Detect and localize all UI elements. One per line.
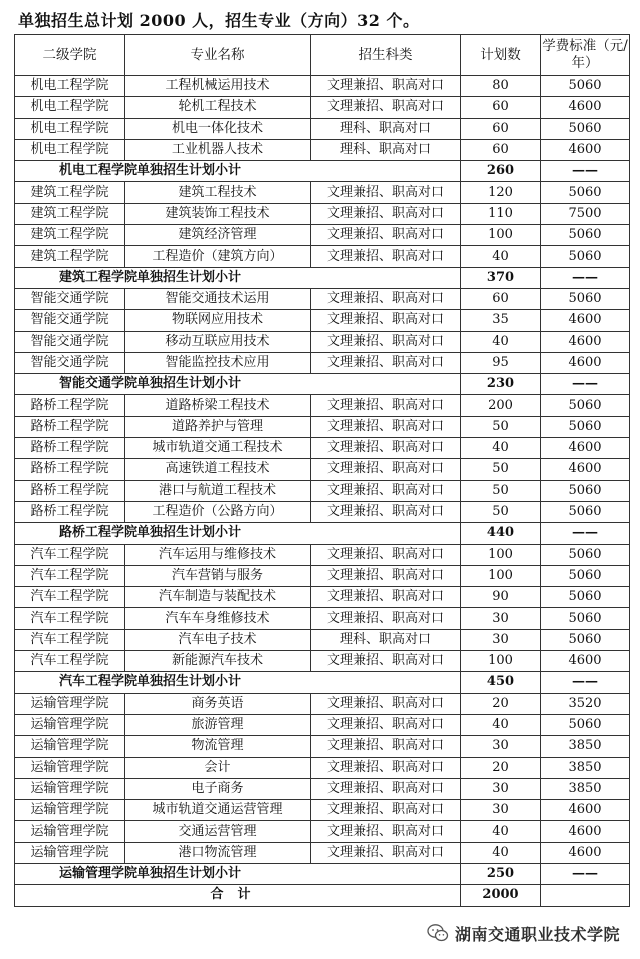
cell-major: 高速铁道工程技术	[125, 459, 311, 480]
cell-college: 运输管理学院	[15, 693, 125, 714]
cell-count: 40	[461, 438, 541, 459]
cell-college: 运输管理学院	[15, 800, 125, 821]
cell-count: 30	[461, 629, 541, 650]
cell-category: 文理兼招、职高对口	[311, 459, 461, 480]
cell-category: 文理兼招、职高对口	[311, 842, 461, 863]
cell-fee: 3850	[541, 757, 630, 778]
cell-count: 50	[461, 416, 541, 437]
cell-count: 60	[461, 97, 541, 118]
table-row	[15, 714, 630, 735]
cell-fee: 5060	[541, 118, 630, 139]
cell-major: 汽车制造与装配技术	[125, 587, 311, 608]
cell-count: 30	[461, 778, 541, 799]
cell-category: 理科、职高对口	[311, 629, 461, 650]
header-count: 计划数	[461, 35, 541, 76]
cell-fee: 3520	[541, 693, 630, 714]
cell-major: 工程造价（公路方向）	[125, 501, 311, 522]
watermark	[427, 920, 620, 946]
cell-fee: 3850	[541, 736, 630, 757]
table-row	[15, 651, 630, 672]
cell-fee: 5060	[541, 608, 630, 629]
cell-major: 建筑装饰工程技术	[125, 203, 311, 224]
subtotal-count: 440	[461, 523, 541, 544]
table-row	[15, 76, 630, 97]
header-college: 二级学院	[15, 35, 125, 76]
cell-major: 旅游管理	[125, 714, 311, 735]
cell-major: 智能监控技术应用	[125, 352, 311, 373]
table-row	[15, 842, 630, 863]
subtotal-label: 汽车工程学院单独招生计划小计	[15, 672, 461, 693]
cell-fee: 7500	[541, 203, 630, 224]
table-row	[15, 544, 630, 565]
cell-college: 路桥工程学院	[15, 480, 125, 501]
cell-college: 运输管理学院	[15, 757, 125, 778]
subtotal-count: 370	[461, 267, 541, 288]
cell-count: 40	[461, 714, 541, 735]
cell-category: 文理兼招、职高对口	[311, 714, 461, 735]
subtotal-label: 建筑工程学院单独招生计划小计	[15, 267, 461, 288]
cell-count: 50	[461, 480, 541, 501]
cell-fee: 4600	[541, 438, 630, 459]
table-row	[15, 352, 630, 373]
subtotal-row	[15, 523, 630, 544]
cell-college: 运输管理学院	[15, 714, 125, 735]
cell-major: 工程造价（建筑方向）	[125, 246, 311, 267]
cell-fee: 5060	[541, 565, 630, 586]
cell-fee: 4600	[541, 331, 630, 352]
subtotal-fee: ——	[541, 863, 630, 884]
cell-category: 文理兼招、职高对口	[311, 288, 461, 309]
cell-college: 机电工程学院	[15, 97, 125, 118]
table-row	[15, 480, 630, 501]
cell-college: 路桥工程学院	[15, 501, 125, 522]
cell-fee: 4600	[541, 139, 630, 160]
subtotal-count: 230	[461, 374, 541, 395]
cell-major: 移动互联应用技术	[125, 331, 311, 352]
cell-count: 30	[461, 800, 541, 821]
cell-college: 机电工程学院	[15, 76, 125, 97]
cell-major: 港口物流管理	[125, 842, 311, 863]
cell-fee: 4600	[541, 459, 630, 480]
cell-category: 文理兼招、职高对口	[311, 608, 461, 629]
subtotal-count: 450	[461, 672, 541, 693]
header-major: 专业名称	[125, 35, 311, 76]
cell-college: 建筑工程学院	[15, 182, 125, 203]
cell-fee: 5060	[541, 501, 630, 522]
cell-fee: 4600	[541, 651, 630, 672]
header-category: 招生科类	[311, 35, 461, 76]
cell-major: 汽车营销与服务	[125, 565, 311, 586]
watermark-text: 湖南交通职业技术学院	[454, 924, 620, 944]
cell-fee: 4600	[541, 842, 630, 863]
subtotal-label: 智能交通学院单独招生计划小计	[15, 374, 461, 395]
cell-major: 交通运营管理	[125, 821, 311, 842]
cell-fee: 4600	[541, 800, 630, 821]
cell-major: 轮机工程技术	[125, 97, 311, 118]
cell-category: 文理兼招、职高对口	[311, 203, 461, 224]
cell-fee: 4600	[541, 352, 630, 373]
cell-category: 文理兼招、职高对口	[311, 331, 461, 352]
cell-category: 文理兼招、职高对口	[311, 757, 461, 778]
cell-category: 文理兼招、职高对口	[311, 225, 461, 246]
cell-count: 60	[461, 139, 541, 160]
subtotal-fee: ——	[541, 267, 630, 288]
cell-category: 文理兼招、职高对口	[311, 800, 461, 821]
cell-major: 电子商务	[125, 778, 311, 799]
cell-count: 40	[461, 246, 541, 267]
table-row	[15, 587, 630, 608]
cell-category: 文理兼招、职高对口	[311, 693, 461, 714]
enrollment-plan-table	[14, 34, 630, 907]
cell-college: 路桥工程学院	[15, 416, 125, 437]
cell-major: 港口与航道工程技术	[125, 480, 311, 501]
subtotal-label: 机电工程学院单独招生计划小计	[15, 161, 461, 182]
subtotal-label: 运输管理学院单独招生计划小计	[15, 863, 461, 884]
table-row	[15, 693, 630, 714]
cell-major: 物联网应用技术	[125, 310, 311, 331]
cell-category: 文理兼招、职高对口	[311, 778, 461, 799]
cell-count: 50	[461, 459, 541, 480]
cell-count: 60	[461, 288, 541, 309]
cell-major: 道路养护与管理	[125, 416, 311, 437]
cell-fee: 5060	[541, 629, 630, 650]
cell-category: 文理兼招、职高对口	[311, 97, 461, 118]
cell-college: 智能交通学院	[15, 352, 125, 373]
header-fee: 学费标准（元/年）	[541, 35, 630, 76]
cell-college: 汽车工程学院	[15, 629, 125, 650]
table-row	[15, 118, 630, 139]
subtotal-count: 250	[461, 863, 541, 884]
cell-fee: 5060	[541, 246, 630, 267]
cell-count: 200	[461, 395, 541, 416]
cell-count: 100	[461, 225, 541, 246]
cell-fee: 5060	[541, 288, 630, 309]
cell-major: 智能交通技术运用	[125, 288, 311, 309]
table-row	[15, 438, 630, 459]
cell-category: 理科、职高对口	[311, 139, 461, 160]
table-row	[15, 608, 630, 629]
cell-fee: 5060	[541, 480, 630, 501]
cell-college: 智能交通学院	[15, 310, 125, 331]
cell-count: 60	[461, 118, 541, 139]
cell-category: 文理兼招、职高对口	[311, 182, 461, 203]
cell-major: 汽车运用与维修技术	[125, 544, 311, 565]
cell-fee: 5060	[541, 714, 630, 735]
total-label: 合计	[15, 885, 461, 906]
cell-major: 机电一体化技术	[125, 118, 311, 139]
cell-major: 汽车电子技术	[125, 629, 311, 650]
cell-major: 城市轨道交通工程技术	[125, 438, 311, 459]
cell-fee: 3850	[541, 778, 630, 799]
cell-fee: 5060	[541, 76, 630, 97]
cell-count: 100	[461, 544, 541, 565]
cell-college: 路桥工程学院	[15, 438, 125, 459]
cell-fee: 5060	[541, 395, 630, 416]
subtotal-label: 路桥工程学院单独招生计划小计	[15, 523, 461, 544]
cell-fee: 5060	[541, 225, 630, 246]
cell-count: 90	[461, 587, 541, 608]
cell-count: 80	[461, 76, 541, 97]
table-row	[15, 310, 630, 331]
table-row	[15, 203, 630, 224]
subtotal-fee: ——	[541, 672, 630, 693]
cell-category: 文理兼招、职高对口	[311, 480, 461, 501]
cell-count: 40	[461, 331, 541, 352]
cell-count: 95	[461, 352, 541, 373]
cell-count: 20	[461, 693, 541, 714]
wechat-icon	[427, 923, 449, 943]
cell-college: 路桥工程学院	[15, 395, 125, 416]
cell-fee: 5060	[541, 544, 630, 565]
total-count: 2000	[461, 885, 541, 906]
cell-major: 物流管理	[125, 736, 311, 757]
table-row	[15, 501, 630, 522]
cell-major: 商务英语	[125, 693, 311, 714]
cell-category: 文理兼招、职高对口	[311, 438, 461, 459]
cell-college: 运输管理学院	[15, 778, 125, 799]
cell-count: 100	[461, 565, 541, 586]
table-row	[15, 225, 630, 246]
table-row	[15, 800, 630, 821]
table-row	[15, 288, 630, 309]
cell-college: 汽车工程学院	[15, 565, 125, 586]
cell-category: 文理兼招、职高对口	[311, 821, 461, 842]
cell-count: 30	[461, 608, 541, 629]
cell-category: 文理兼招、职高对口	[311, 76, 461, 97]
cell-college: 机电工程学院	[15, 118, 125, 139]
cell-count: 35	[461, 310, 541, 331]
cell-count: 20	[461, 757, 541, 778]
cell-college: 汽车工程学院	[15, 544, 125, 565]
cell-college: 智能交通学院	[15, 331, 125, 352]
cell-count: 100	[461, 651, 541, 672]
cell-major: 汽车车身维修技术	[125, 608, 311, 629]
page-title: 单独招生总计划 2000 人，招生专业（方向）32 个。	[18, 11, 420, 30]
table-row	[15, 182, 630, 203]
cell-major: 工程机械运用技术	[125, 76, 311, 97]
table-row	[15, 416, 630, 437]
table-row	[15, 821, 630, 842]
table-row	[15, 629, 630, 650]
cell-fee: 5060	[541, 587, 630, 608]
cell-major: 建筑经济管理	[125, 225, 311, 246]
cell-college: 运输管理学院	[15, 821, 125, 842]
subtotal-row	[15, 672, 630, 693]
cell-category: 文理兼招、职高对口	[311, 416, 461, 437]
table-row	[15, 459, 630, 480]
cell-college: 路桥工程学院	[15, 459, 125, 480]
table-row	[15, 778, 630, 799]
cell-college: 智能交通学院	[15, 288, 125, 309]
subtotal-row	[15, 863, 630, 884]
cell-major: 城市轨道交通运营管理	[125, 800, 311, 821]
cell-college: 建筑工程学院	[15, 203, 125, 224]
cell-college: 汽车工程学院	[15, 608, 125, 629]
total-row	[15, 885, 630, 906]
cell-count: 40	[461, 842, 541, 863]
table-row	[15, 395, 630, 416]
table-row	[15, 736, 630, 757]
cell-category: 文理兼招、职高对口	[311, 587, 461, 608]
cell-fee: 5060	[541, 182, 630, 203]
subtotal-row	[15, 161, 630, 182]
cell-major: 工业机器人技术	[125, 139, 311, 160]
table-header-row	[15, 35, 630, 76]
subtotal-count: 260	[461, 161, 541, 182]
cell-fee: 5060	[541, 416, 630, 437]
cell-count: 40	[461, 821, 541, 842]
cell-count: 50	[461, 501, 541, 522]
cell-category: 文理兼招、职高对口	[311, 352, 461, 373]
table-row	[15, 97, 630, 118]
cell-major: 建筑工程技术	[125, 182, 311, 203]
cell-major: 道路桥梁工程技术	[125, 395, 311, 416]
cell-category: 文理兼招、职高对口	[311, 246, 461, 267]
cell-college: 汽车工程学院	[15, 587, 125, 608]
cell-category: 文理兼招、职高对口	[311, 736, 461, 757]
table-body	[15, 76, 630, 907]
subtotal-row	[15, 374, 630, 395]
cell-category: 文理兼招、职高对口	[311, 651, 461, 672]
subtotal-fee: ——	[541, 161, 630, 182]
total-fee	[541, 885, 630, 906]
cell-fee: 4600	[541, 821, 630, 842]
cell-college: 汽车工程学院	[15, 651, 125, 672]
cell-college: 建筑工程学院	[15, 225, 125, 246]
subtotal-fee: ——	[541, 374, 630, 395]
cell-college: 运输管理学院	[15, 842, 125, 863]
table-row	[15, 246, 630, 267]
cell-major: 会计	[125, 757, 311, 778]
cell-count: 120	[461, 182, 541, 203]
cell-category: 文理兼招、职高对口	[311, 501, 461, 522]
table-row	[15, 565, 630, 586]
cell-major: 新能源汽车技术	[125, 651, 311, 672]
cell-count: 30	[461, 736, 541, 757]
cell-fee: 4600	[541, 310, 630, 331]
cell-college: 运输管理学院	[15, 736, 125, 757]
cell-college: 建筑工程学院	[15, 246, 125, 267]
cell-count: 110	[461, 203, 541, 224]
table-row	[15, 139, 630, 160]
cell-category: 文理兼招、职高对口	[311, 565, 461, 586]
cell-college: 机电工程学院	[15, 139, 125, 160]
cell-category: 文理兼招、职高对口	[311, 544, 461, 565]
subtotal-row	[15, 267, 630, 288]
cell-fee: 4600	[541, 97, 630, 118]
cell-category: 理科、职高对口	[311, 118, 461, 139]
cell-category: 文理兼招、职高对口	[311, 310, 461, 331]
table-row	[15, 757, 630, 778]
cell-category: 文理兼招、职高对口	[311, 395, 461, 416]
table-row	[15, 331, 630, 352]
subtotal-fee: ——	[541, 523, 630, 544]
